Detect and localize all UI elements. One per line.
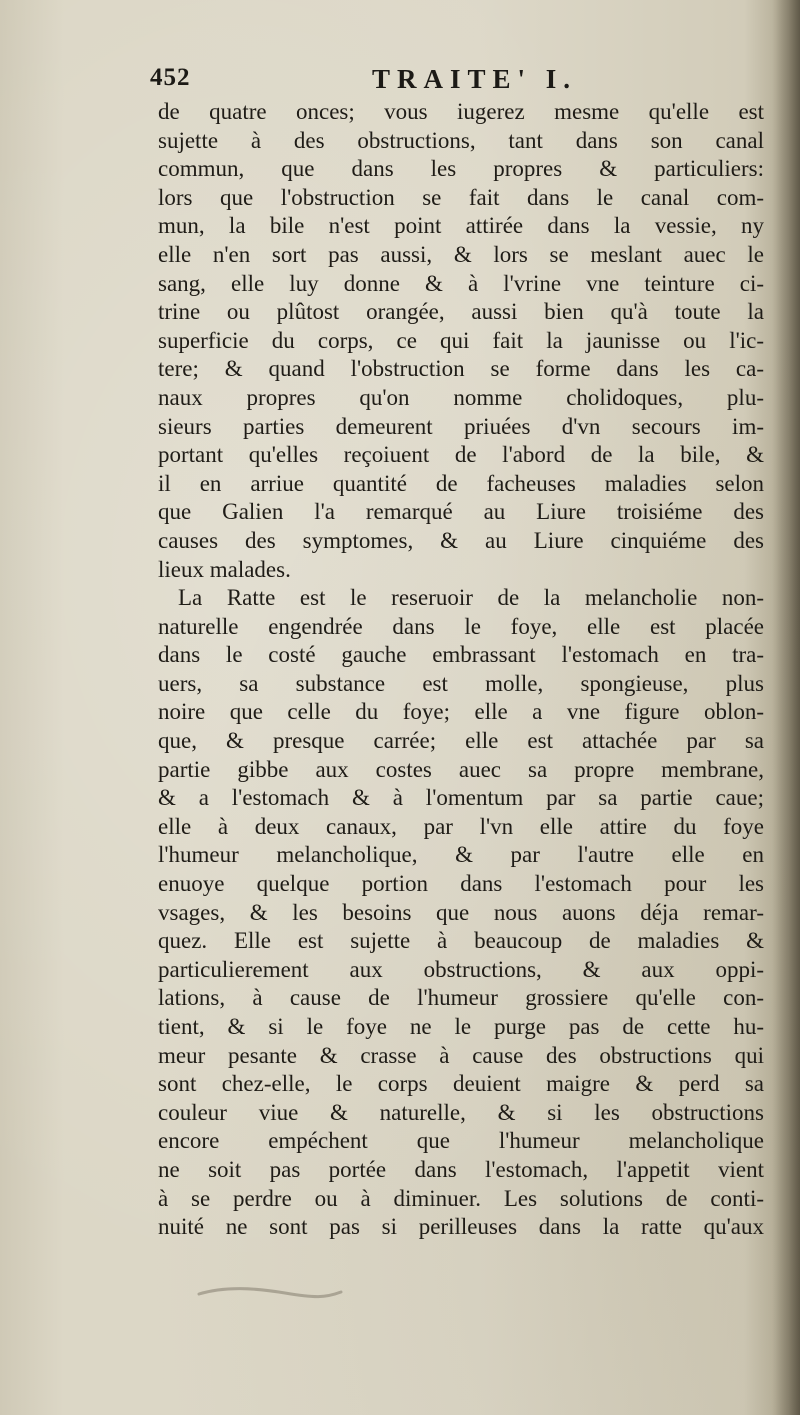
text-line: superficie du corps, ce qui fait la jaunisse ou l'ic- (158, 327, 764, 353)
paragraph-first-line: La Ratte est le reseruoir de la melancholie non- (178, 585, 764, 611)
text-line: vsages, & les besoins que nous auons déja remar- (158, 899, 764, 925)
text-line: couleur viue & naturelle, & si les obstructions (158, 1099, 764, 1125)
text-line: ne soit pas portée dans l'estomach, l'appetit vient (158, 1156, 764, 1182)
text-line: naux propres qu'on nomme cholidoques, plu- (158, 384, 764, 410)
text-line: lations, à cause de l'humeur grossiere qu'elle con- (158, 985, 764, 1011)
text-line: meur pesante & crasse à cause des obstructions qui (158, 1042, 764, 1068)
text-line: encore empéchent que l'humeur melancholique (158, 1128, 764, 1154)
text-line: mun, la bile n'est point attirée dans la vessie, ny (158, 213, 764, 239)
text-line: portant qu'elles reçoiuent de l'abord de la bile, & (158, 442, 764, 468)
text-line: enuoye quelque portion dans l'estomach pour les (158, 871, 764, 897)
page-number: 452 (150, 64, 191, 91)
text-line: commun, que dans les propres & particuliers: (158, 156, 764, 182)
text-line: noire que celle du foye; elle a vne figure oblon- (158, 699, 764, 725)
text-line: à se perdre ou à diminuer. Les solutions de conti- (158, 1185, 764, 1211)
text-line: l'humeur melancholique, & par l'autre elle en (158, 842, 764, 868)
text-line: naturelle engendrée dans le foye, elle est placée (158, 613, 764, 639)
text-line: dans le costé gauche embrassant l'estomach en tra- (158, 642, 764, 668)
text-line: trine ou plûtost orangée, aussi bien qu'à toute la (158, 299, 764, 325)
text-line: sang, elle luy donne & à l'vrine vne teinture ci- (158, 270, 764, 296)
text-line: que, & presque carrée; elle est attachée par sa (158, 728, 764, 754)
page-header (150, 64, 610, 98)
body-text (158, 98, 764, 1242)
text-line: quez. Elle est sujette à beaucoup de maladies & (158, 928, 764, 954)
text-line: elle à deux canaux, par l'vn elle attire du foye (158, 813, 764, 839)
text-line: sieurs parties demeurent priuées d'vn secours im- (158, 413, 764, 439)
text-line: tient, & si le foye ne le purge pas de cette hu- (158, 1014, 764, 1039)
text-line: lors que l'obstruction se fait dans le canal com- (158, 184, 764, 210)
running-title: TRAITE' I. (372, 64, 578, 94)
text-line: nuité ne sont pas si perilleuses dans la ratte qu'aux (158, 1214, 764, 1240)
text-line: sont chez-elle, le corps deuient maigre & perd sa (158, 1071, 764, 1097)
text-line: & a l'estomach & à l'omentum par sa partie caue; (158, 785, 764, 811)
text-line: il en arriue quantité de facheuses maladies selon (158, 470, 764, 496)
ink-smudge (195, 1284, 345, 1300)
text-line: de quatre onces; vous iugerez mesme qu'elle est (158, 99, 764, 124)
text-line: particulierement aux obstructions, & aux oppi- (158, 956, 764, 982)
text-line: causes des symptomes, & au Liure cinquiéme des (158, 527, 764, 553)
text-line: elle n'en sort pas aussi, & lors se meslant auec le (158, 241, 764, 267)
text-line: partie gibbe aux costes auec sa propre membrane, (158, 756, 764, 782)
text-line: sujette à des obstructions, tant dans son canal (158, 127, 764, 153)
text-line: tere; & quand l'obstruction se forme dans les ca- (158, 356, 764, 382)
text-line: lieux malades. (158, 556, 291, 582)
text-line: que Galien l'a remarqué au Liure troisiéme des (158, 499, 764, 525)
text-line: uers, sa substance est molle, spongieuse, plus (158, 670, 764, 696)
binding-shadow (772, 0, 800, 1415)
